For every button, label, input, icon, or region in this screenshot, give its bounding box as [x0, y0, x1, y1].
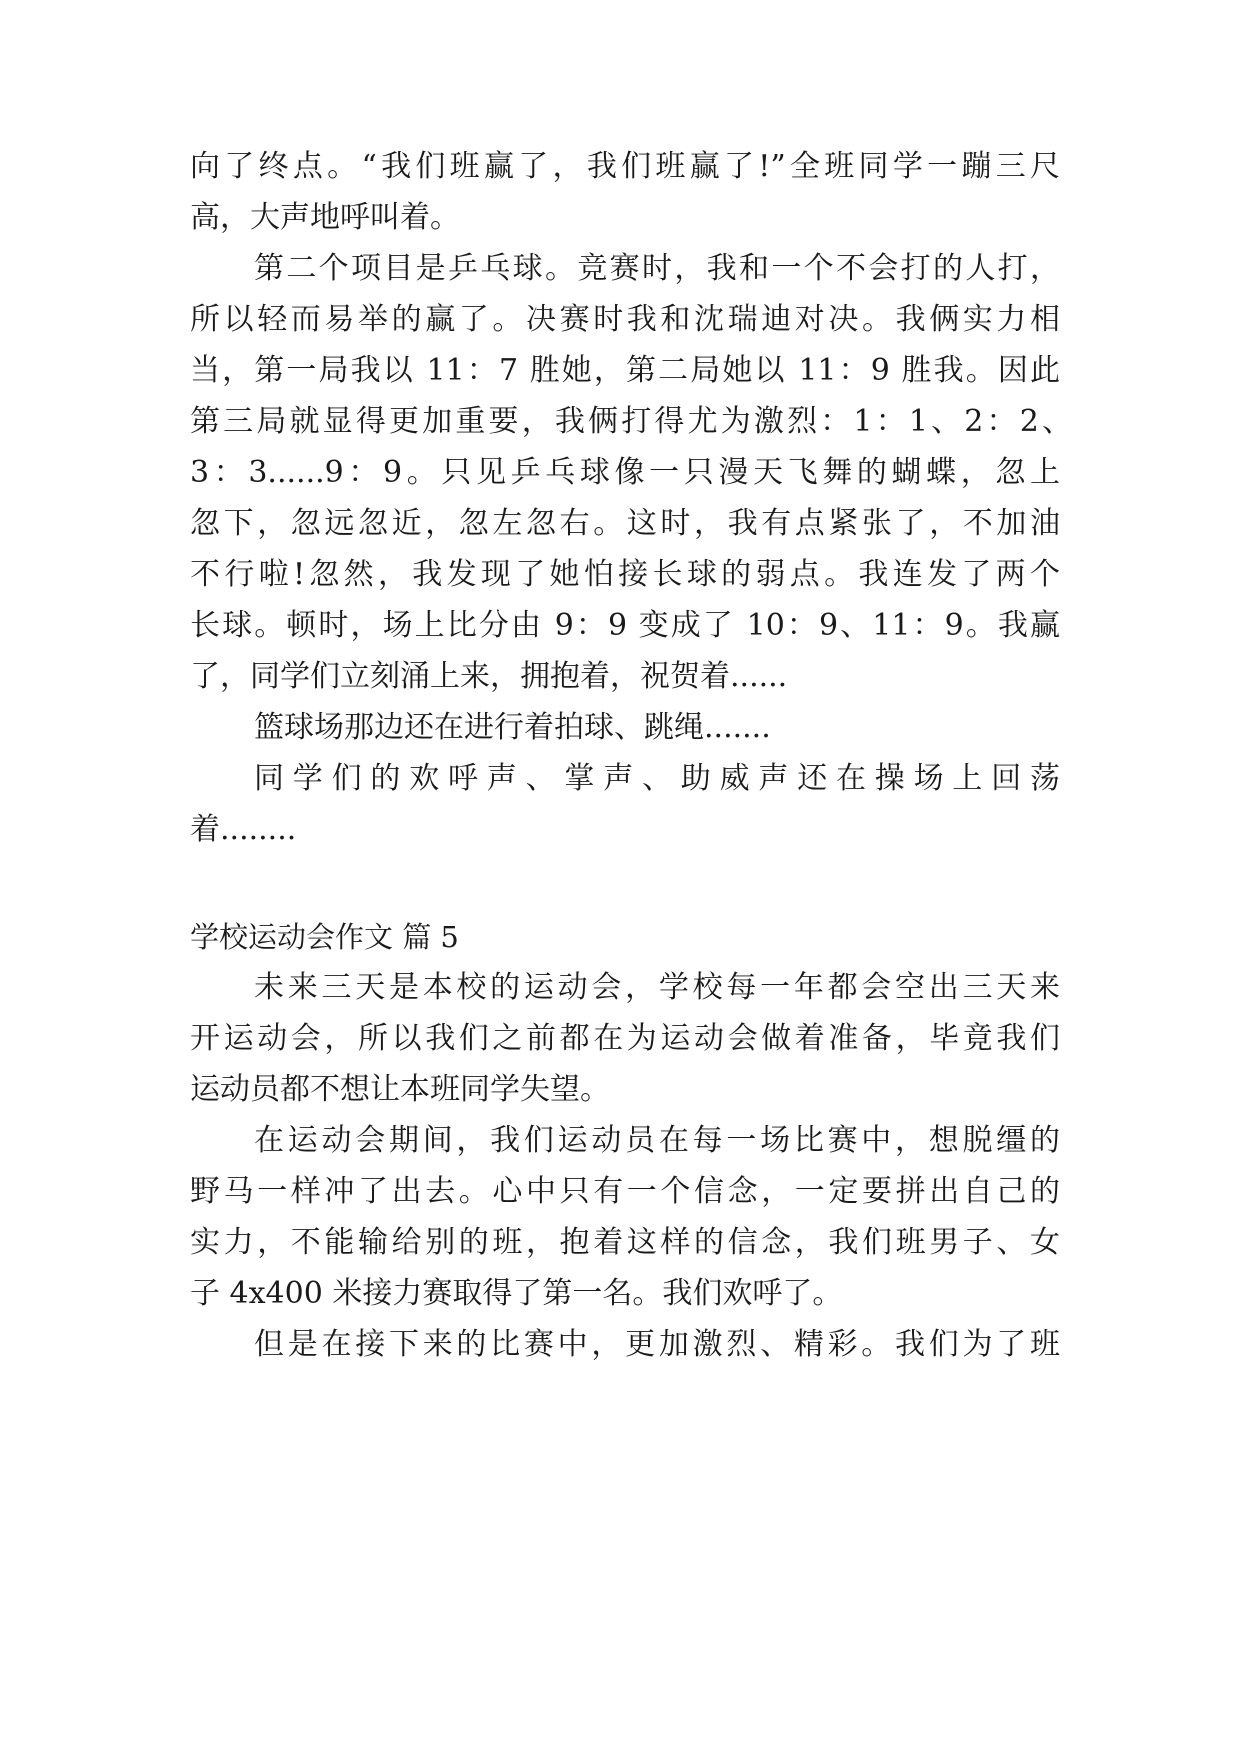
text-line: 着........	[190, 812, 297, 847]
text-line: 3：3......9：9。只见乒乓球像一只漫天飞舞的蝴蝶，忽上	[190, 455, 1060, 490]
text-line: 忽下，忽远忽近，忽左忽右。这时，我有点紧张了，不加油	[190, 506, 1060, 541]
text-line: 同学们的欢呼声、掌声、助威声还在操场上回荡	[254, 761, 1060, 796]
text-line: 在运动会期间，我们运动员在每一场比赛中，想脱缰的	[254, 1123, 1060, 1158]
text-line: 子 4x400 米接力赛取得了第一名。我们欢呼了。	[190, 1276, 843, 1311]
section-heading: 学校运动会作文 篇 5	[190, 920, 459, 954]
text-line: 所以轻而易举的赢了。决赛时我和沈瑞迪对决。我俩实力相	[190, 302, 1060, 337]
text-line: 了，同学们立刻涌上来，拥抱着，祝贺着......	[190, 659, 788, 694]
text-line: 但是在接下来的比赛中，更加激烈、精彩。我们为了班	[254, 1327, 1060, 1362]
text-line: 当，第一局我以 11：7 胜她，第二局她以 11：9 胜我。因此	[190, 353, 1060, 388]
text-line: 向了终点。“我们班赢了，我们班赢了!”全班同学一蹦三尺	[190, 149, 1060, 184]
text-line: 运动员都不想让本班同学失望。	[190, 1072, 610, 1107]
text-line: 篮球场那边还在进行着拍球、跳绳.......	[254, 710, 771, 745]
text-line: 实力，不能输给别的班，抱着这样的信念，我们班男子、女	[190, 1225, 1060, 1260]
text-line: 长球。顿时，场上比分由 9：9 变成了 10：9、11：9。我赢	[190, 608, 1060, 643]
text-line: 高，大声地呼叫着。	[190, 200, 460, 235]
text-line: 开运动会，所以我们之前都在为运动会做着准备，毕竟我们	[190, 1021, 1060, 1056]
text-line: 第二个项目是乒乓球。竞赛时，我和一个不会打的人打，	[254, 251, 1060, 286]
text-line: 野马一样冲了出去。心中只有一个信念，一定要拼出自己的	[190, 1174, 1060, 1209]
text-line: 未来三天是本校的运动会，学校每一年都会空出三天来	[254, 970, 1060, 1005]
text-line: 第三局就显得更加重要，我俩打得尤为激烈：1：1、2：2、	[190, 404, 1072, 439]
text-line: 不行啦!忽然，我发现了她怕接长球的弱点。我连发了两个	[190, 557, 1060, 592]
